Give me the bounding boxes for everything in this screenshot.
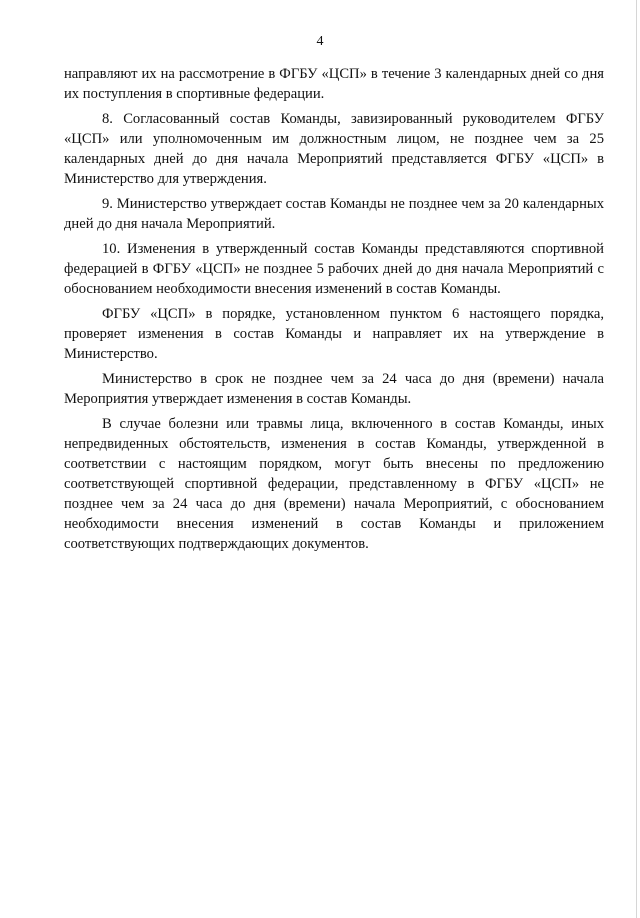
paragraph-item-9: 9. Министерство утверждает состав Команды не позднее чем за 20 календарных дней до дня начала Мероприятий. (64, 196, 604, 232)
scan-edge-line (636, 0, 637, 918)
paragraph-ministry-approval: Министерство в срок не позднее чем за 24 часа до дня (времени) начала Мероприятия утверждает изменения в состав Команды. (64, 371, 604, 407)
paragraph-illness-injury: В случае болезни или травмы лица, включенного в состав Команды, иных непредвиденных обстоятельств, изменения в состав Команды, утвержденной в соответствии с настоящим порядком, могут быть внесены по предложению соответствующей спортивной федерации, представленному в ФГБУ «ЦСП» не позднее чем за 24 часа до дня (времени) начала Мероприятий, с обоснованием необходимости внесения изменений в состав Команды и приложением соответствующих подтверждающих документов. (64, 416, 604, 552)
paragraph-continuation: направляют их на рассмотрение в ФГБУ «ЦСП» в течение 3 календарных дней со дня их поступления в спортивные федерации. (64, 66, 604, 102)
document-body (64, 64, 604, 559)
paragraph-item-8: 8. Согласованный состав Команды, завизированный руководителем ФГБУ «ЦСП» или уполномоченным им должностным лицом, не позднее чем за 25 календарных дней до дня начала Мероприятий представляется ФГБУ «ЦСП» в Министерство для утверждения. (64, 111, 604, 187)
paragraph-fgbu-check: ФГБУ «ЦСП» в порядке, установленном пунктом 6 настоящего порядка, проверяет изменения в состав Команды и направляет их на утверждение в Министерство. (64, 306, 604, 362)
paragraph-item-10: 10. Изменения в утвержденный состав Команды представляются спортивной федерацией в ФГБУ «ЦСП» не позднее 5 рабочих дней до дня начала Мероприятий с обоснованием необходимости внесения изменений в состав Команды. (64, 241, 604, 297)
page-number: 4 (316, 34, 324, 49)
